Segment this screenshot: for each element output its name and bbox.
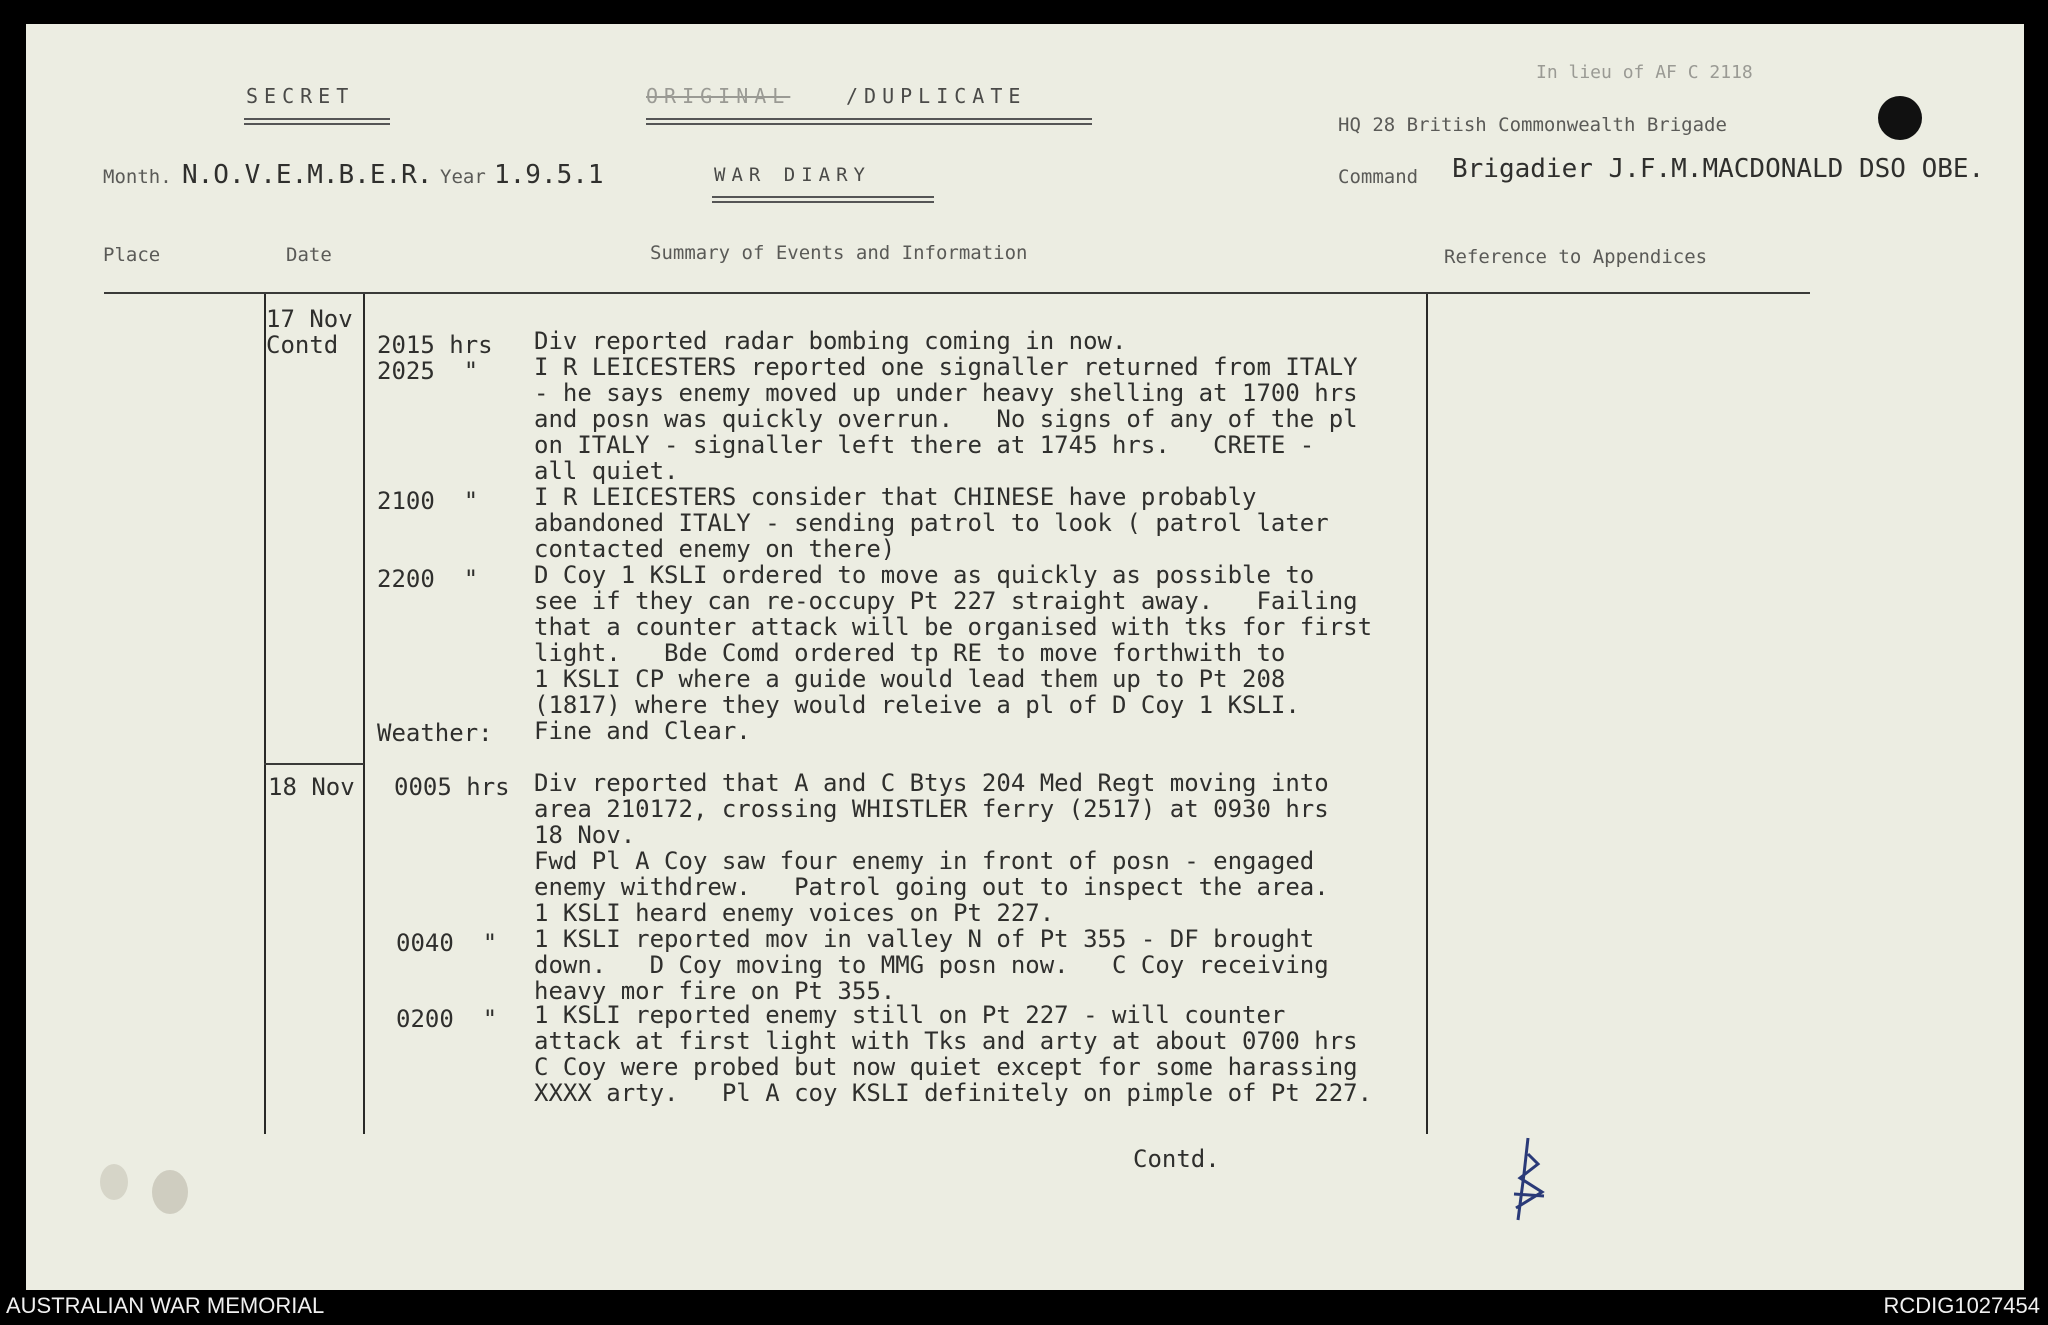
date-time-divider	[363, 294, 365, 1134]
entry-line: 1 KSLI reported enemy still on Pt 227 - will counter	[534, 1001, 1286, 1029]
entry-line: abandoned ITALY - sending patrol to look ( patrol later	[534, 509, 1329, 537]
entry-line: area 210172, crossing WHISTLER ferry (2517) at 0930 hrs	[534, 795, 1329, 823]
place-column-header: Place	[103, 244, 161, 266]
year-value: 1.9.5.1	[494, 160, 604, 190]
entry-line: that a counter attack will be organised with tks for first	[534, 613, 1373, 641]
entry-time: 2100 "	[377, 487, 479, 515]
duplicate-label: /DUPLICATE	[846, 84, 1027, 108]
entry-line: XXXX arty. Pl A coy KSLI definitely on pimple of Pt 227.	[534, 1079, 1373, 1107]
entry-line: 1 KSLI reported mov in valley N of Pt 355 - DF brought	[534, 925, 1315, 953]
entry-time: 0200 "	[396, 1005, 498, 1033]
command-label: Command	[1338, 166, 1419, 188]
entry-line: C Coy were probed but now quiet except for some harassing	[534, 1053, 1358, 1081]
entry-date: 17 Nov	[266, 305, 353, 333]
date-separator	[264, 763, 364, 765]
entry-line: light. Bde Comd ordered tp RE to move forthwith to	[534, 639, 1286, 667]
entry-date: 18 Nov	[268, 773, 355, 801]
entry-time: 0040 "	[396, 929, 498, 957]
entry-time: 0005 hrs	[394, 773, 510, 801]
secret-label: SECRET	[246, 84, 355, 108]
entry-time: Weather:	[377, 719, 493, 747]
punch-hole	[1878, 96, 1922, 140]
entry-line: attack at first light with Tks and arty at about 0700 hrs	[534, 1027, 1358, 1055]
hq-label: HQ 28 British Commonwealth Brigade	[1338, 114, 1727, 136]
entry-line: Fine and Clear.	[534, 717, 751, 745]
entry-line: 1 KSLI heard enemy voices on Pt 227.	[534, 899, 1055, 927]
duplicate-underline	[646, 118, 1092, 125]
archive-id: RCDIG1027454	[1883, 1293, 2040, 1318]
entry-line: see if they can re-occupy Pt 227 straight away. Failing	[534, 587, 1358, 615]
entry-line: all quiet.	[534, 457, 679, 485]
entry-line: D Coy 1 KSLI ordered to move as quickly as possible to	[534, 561, 1315, 589]
entry-line: and posn was quickly overrun. No signs of any of the pl	[534, 405, 1358, 433]
entry-line: 1 KSLI CP where a guide would lead them up to Pt 208	[534, 665, 1286, 693]
entry-time: 2025 "	[377, 357, 479, 385]
entry-line: 18 Nov.	[534, 821, 636, 849]
command-value: Brigadier J.F.M.MACDONALD DSO OBE.	[1452, 154, 1985, 184]
year-label: Year	[440, 166, 486, 188]
entry-line: down. D Coy moving to MMG posn now. C Coy receiving	[534, 951, 1329, 979]
header-rule	[104, 292, 1810, 294]
month-value: N.O.V.E.M.B.E.R.	[182, 160, 433, 190]
entry-line: enemy withdrew. Patrol going out to inspect the area.	[534, 873, 1329, 901]
contd-label: Contd.	[1133, 1145, 1220, 1173]
entry-date: Contd	[266, 331, 339, 359]
in-lieu-label: In lieu of AF C 2118	[1536, 62, 1753, 83]
month-label: Month.	[103, 166, 172, 188]
original-label: ORIGINAL	[646, 84, 791, 108]
entry-line: - he says enemy moved up under heavy shelling at 1700 hrs	[534, 379, 1358, 407]
entry-line: heavy mor fire on Pt 355.	[534, 977, 896, 1005]
secret-underline	[244, 118, 390, 125]
entry-time: 2015 hrs	[377, 331, 493, 359]
paper-stain	[100, 1164, 128, 1200]
entry-line: Div reported that A and C Btys 204 Med Regt moving into	[534, 769, 1329, 797]
summary-reference-divider	[1426, 294, 1428, 1134]
entry-line: (1817) where they would releive a pl of D Coy 1 KSLI.	[534, 691, 1300, 719]
paper-stain	[152, 1170, 188, 1214]
entry-line: contacted enemy on there)	[534, 535, 896, 563]
entry-line: I R LEICESTERS reported one signaller returned from ITALY	[534, 353, 1358, 381]
archive-label: AUSTRALIAN WAR MEMORIAL	[6, 1293, 325, 1318]
entry-line: I R LEICESTERS consider that CHINESE have probably	[534, 483, 1257, 511]
entry-line: Div reported radar bombing coming in now.	[534, 327, 1127, 355]
entry-time: 2200 "	[377, 565, 479, 593]
reference-column-header: Reference to Appendices	[1444, 246, 1708, 268]
title-underline	[712, 196, 934, 203]
entry-line: on ITALY - signaller left there at 1745 hrs. CRETE -	[534, 431, 1315, 459]
place-date-divider	[264, 294, 266, 1134]
entry-line: Fwd Pl A Coy saw four enemy in front of posn - engaged	[534, 847, 1315, 875]
war-diary-title: WAR DIARY	[714, 164, 871, 186]
date-column-header: Date	[286, 244, 332, 266]
summary-column-header: Summary of Events and Information	[650, 242, 1028, 264]
handwritten-initial-mark	[1508, 1134, 1552, 1230]
